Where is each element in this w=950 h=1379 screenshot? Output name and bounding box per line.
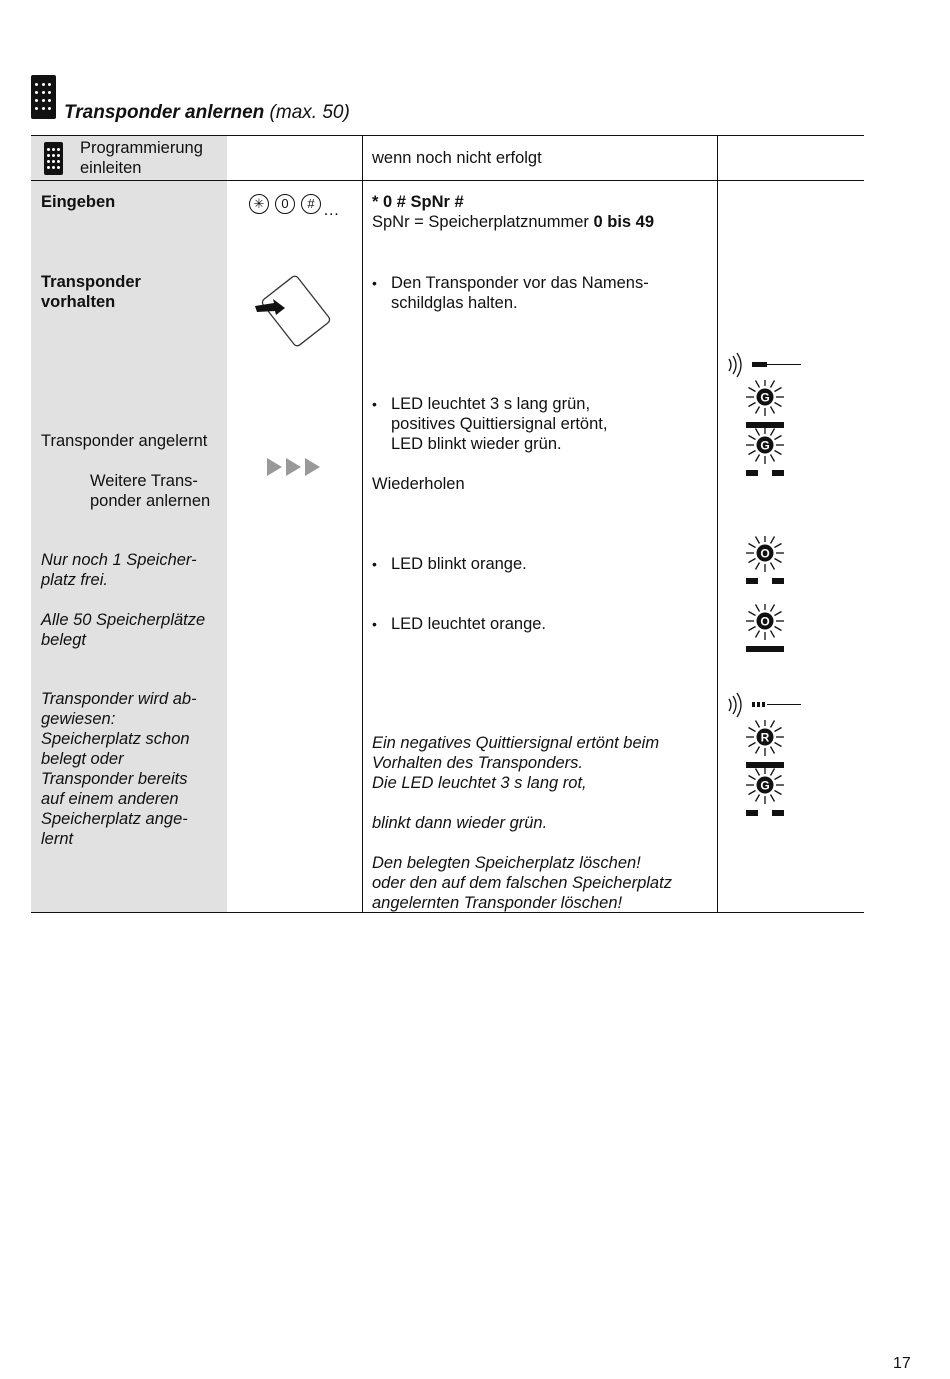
row-alle-label <box>41 610 205 650</box>
abgewiesen-desc-line: blinkt dann wieder grün. <box>372 814 548 832</box>
row-nur-noch-desc: LED blinkt orange. <box>391 555 527 573</box>
transponder-desc-line2: schildglas halten. <box>391 294 518 312</box>
row-angelernt-desc <box>391 394 607 454</box>
weitere-label-line1: Weitere Trans- <box>90 472 198 490</box>
abgewiesen-label-line: Transponder wird ab- <box>41 690 197 708</box>
transponder-label-line2: vorhalten <box>41 293 116 311</box>
eingeben-code: * 0 # SpNr # <box>372 193 464 211</box>
keypad-key <box>57 154 60 157</box>
svg-text:O: O <box>760 614 770 629</box>
keypad-key <box>57 166 60 169</box>
row-eingeben-label: Eingeben <box>41 193 116 211</box>
svg-text:G: G <box>760 438 770 453</box>
keys-ellipsis: … <box>323 201 340 219</box>
led-icon <box>745 768 785 823</box>
abgewiesen-label-line: Transponder bereits <box>41 770 188 788</box>
page-title: Transponder anlernen (max. 50) <box>64 102 350 123</box>
abgewiesen-desc-line: Ein negatives Quittiersignal ertönt beim <box>372 734 660 752</box>
keypad-key <box>48 91 51 94</box>
keypad-key <box>48 99 51 102</box>
col-divider-3 <box>717 135 718 913</box>
bullet: • <box>372 616 377 632</box>
abgewiesen-label-line: Speicherplatz ange- <box>41 810 188 828</box>
row-abgewiesen-label <box>41 689 197 849</box>
keypad-key <box>47 148 50 151</box>
abgewiesen-label-line: auf einem anderen <box>41 790 179 808</box>
row-eingeben-desc <box>372 192 654 232</box>
row-transponder-desc <box>391 273 649 313</box>
row-angelernt-label: Transponder angelernt <box>41 432 208 450</box>
hash-key-icon: # <box>301 194 321 214</box>
wiederholen-text: Wiederholen <box>372 475 465 493</box>
abgewiesen-label-line: gewiesen: <box>41 710 116 728</box>
abgewiesen-label-line: Speicherplatz schon <box>41 730 190 748</box>
keypad-key <box>52 160 55 163</box>
row-prog-desc: wenn noch nicht erfolgt <box>372 149 542 167</box>
bullet: • <box>372 275 377 291</box>
keypad-key <box>35 83 38 86</box>
nur-noch-line1: Nur noch 1 Speicher- <box>41 551 197 569</box>
keypad-key <box>35 91 38 94</box>
signal-tone-icon <box>723 350 805 380</box>
row-nur-noch-label <box>41 550 197 590</box>
row-abgewiesen-desc <box>372 733 672 913</box>
angelernt-desc-line2: positives Quittiersignal ertönt, <box>391 415 608 433</box>
keypad-key <box>52 148 55 151</box>
row-alle-desc: LED leuchtet orange. <box>391 615 547 633</box>
page-number: 17 <box>893 1355 911 1372</box>
abgewiesen-desc-line <box>372 833 672 853</box>
keypad-key <box>42 83 45 86</box>
keypad-key <box>42 107 45 110</box>
table-top-rule <box>31 135 864 136</box>
abgewiesen-desc-line: Vorhalten des Transponders. <box>372 754 583 772</box>
row-weitere-label <box>90 471 210 511</box>
svg-text:G: G <box>760 778 770 793</box>
abgewiesen-desc-line: oder den auf dem falschen Speicherplatz <box>372 874 672 892</box>
keypad-key <box>35 107 38 110</box>
row-prog-label <box>80 138 203 178</box>
triple-arrow-icon <box>266 457 324 477</box>
weitere-label-line2: ponder anlernen <box>90 492 211 510</box>
keypad-key <box>57 160 60 163</box>
led-icon <box>745 428 785 483</box>
svg-text:R: R <box>760 730 770 745</box>
keypad-key <box>52 166 55 169</box>
alle-line1: Alle 50 Speicherplätze <box>41 611 206 629</box>
abgewiesen-desc-line: angelernten Transponder löschen! <box>372 894 623 912</box>
alle-line2: belegt <box>41 631 86 649</box>
keypad-key <box>48 107 51 110</box>
signal-tone-icon <box>723 690 805 720</box>
col-divider-2 <box>362 135 363 913</box>
keypad-key <box>47 166 50 169</box>
row-transponder-label <box>41 272 141 312</box>
abgewiesen-desc-line <box>372 793 672 813</box>
keypad-key <box>57 148 60 151</box>
abgewiesen-label-line: lernt <box>41 830 74 848</box>
bullet: • <box>372 396 377 412</box>
angelernt-desc-line3: LED blinkt wieder grün. <box>391 435 562 453</box>
keypad-key <box>48 83 51 86</box>
keypad-icon <box>44 142 63 175</box>
page-title-suffix: (max. 50) <box>269 102 350 123</box>
transponder-card-icon <box>252 272 336 350</box>
led-icon <box>745 380 785 435</box>
zero-key-icon: 0 <box>275 194 295 214</box>
abgewiesen-desc-line: Die LED leuchtet 3 s lang rot, <box>372 774 587 792</box>
svg-text:O: O <box>760 546 770 561</box>
prog-label-line2: einleiten <box>80 159 142 177</box>
led-icon <box>745 536 785 591</box>
keypad-key <box>42 99 45 102</box>
svg-text:G: G <box>760 390 770 405</box>
table-header-rule <box>31 180 864 181</box>
keypad-icon <box>31 75 56 119</box>
keypad-key <box>47 160 50 163</box>
led-icon <box>745 720 785 775</box>
angelernt-desc-line1: LED leuchtet 3 s lang grün, <box>391 395 591 413</box>
star-key-icon: ✳ <box>249 194 269 214</box>
abgewiesen-label-line: belegt oder <box>41 750 124 768</box>
prog-label-line1: Programmierung <box>80 139 203 157</box>
keypad-key <box>35 99 38 102</box>
nur-noch-line2: platz frei. <box>41 571 108 589</box>
keypad-key <box>47 154 50 157</box>
abgewiesen-desc-line: Den belegten Speicherplatz löschen! <box>372 854 641 872</box>
bullet: • <box>372 556 377 572</box>
keypad-key <box>52 154 55 157</box>
keypad-key <box>42 91 45 94</box>
transponder-desc-line1: Den Transponder vor das Namens- <box>391 274 649 292</box>
eingeben-spnr: SpNr = Speicherplatznummer 0 bis 49 <box>372 213 655 231</box>
led-icon <box>745 604 785 659</box>
transponder-label-line1: Transponder <box>41 273 141 291</box>
